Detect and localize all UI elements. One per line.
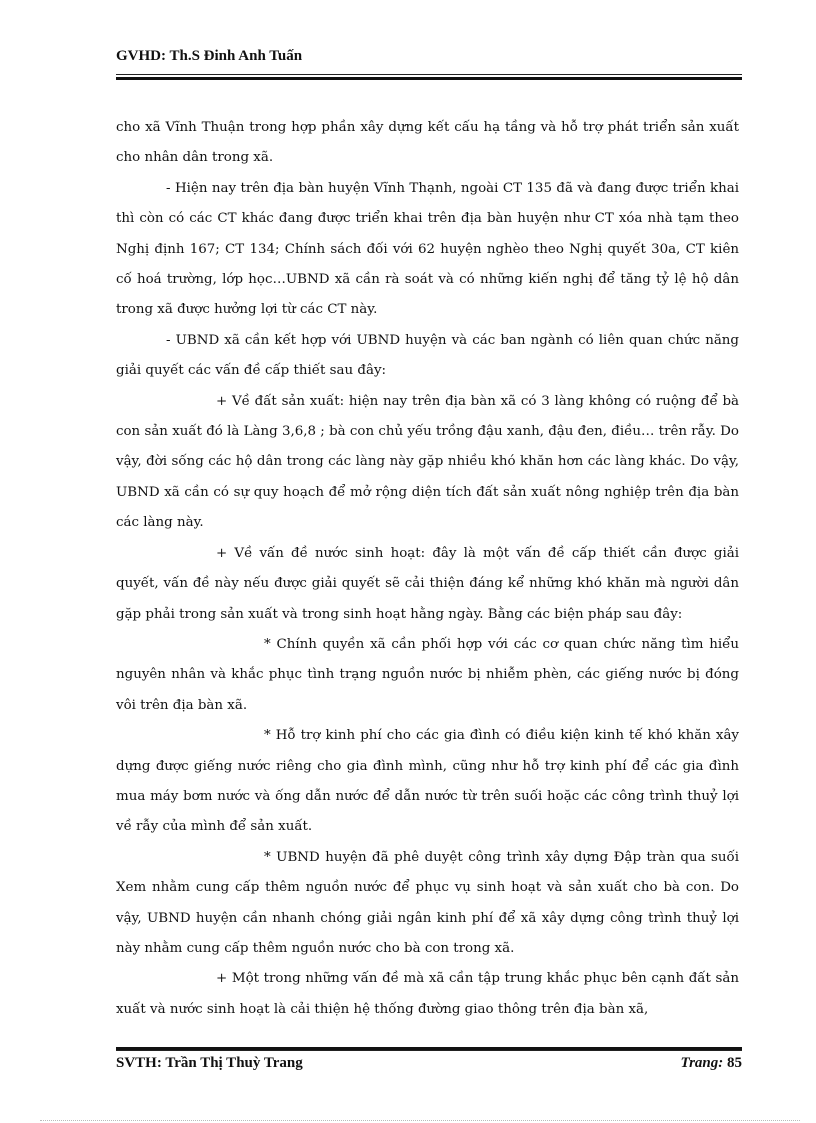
paragraph-transport: + Một trong những vấn đề mà xã cần tập trung khắc phục bên cạnh đất sản xuất và nước sinh hoạt là cải thiện hệ thống đường giao thông trên địa bàn xã, bbox=[116, 971, 739, 1017]
page-footer bbox=[116, 1055, 742, 1072]
paragraph-other-programs: - Hiện nay trên địa bàn huyện Vĩnh Thạnh, ngoài CT 135 đã và đang được triển khai thì còn có các CT khác đang được triển khai trên địa bàn huyện như CT xóa nhà tạm theo Nghị định 167; CT 134; Chính sách đối với 62 huyện nghèo theo Nghị quyết 30a, CT kiên cố hoá trường, lớp học…UBND xã cần rà soát và có những kiến nghị để tăng tỷ lệ hộ dân trong xã được hưởng lợi từ các CT này. bbox=[116, 180, 739, 318]
page-number: 85 bbox=[727, 1055, 742, 1071]
paragraph-water-measure-2: * Hỗ trợ kinh phí cho các gia đình có điều kiện kinh tế khó khăn xây dựng được giếng nước riêng cho gia đình mình, cũng như hỗ trợ kinh phí để các gia đình mua máy bơm nước và ống dẫn nước để dẫn nước từ trên suối hoặc các công trình thuỷ lợi về rẫy của mình để sản xuất. bbox=[116, 728, 739, 835]
paragraph-continuation: cho xã Vĩnh Thuận trong hợp phần xây dựng kết cấu hạ tầng và hỗ trợ phát triển sản xuất cho nhân dân trong xã. bbox=[116, 120, 739, 166]
paragraph-water-measure-1: * Chính quyền xã cần phối hợp với các cơ quan chức năng tìm hiểu nguyên nhân và khắc phục tình trạng nguồn nước bị nhiễm phèn, các giếng nước bị đóng vôi trên địa bàn xã. bbox=[116, 636, 739, 713]
page-header bbox=[116, 48, 742, 65]
paragraph-water-measure-3: * UBND huyện đã phê duyệt công trình xây dựng Đập tràn qua suối Xem nhằm cung cấp thêm nguồn nước để phục vụ sinh hoạt và sản xuất cho bà con. Do vậy, UBND huyện cần nhanh chóng giải ngân kinh phí để xã xây dựng công trình thuỷ lợi này nhằm cung cấp thêm nguồn nước cho bà con trong xã. bbox=[116, 849, 739, 956]
paragraph-coordination: - UBND xã cần kết hợp với UBND huyện và các ban ngành có liên quan chức năng giải quyết các vấn đề cấp thiết sau đây: bbox=[116, 332, 739, 379]
page-edge-divider bbox=[40, 1120, 800, 1121]
paragraph-production-land: + Về đất sản xuất: hiện nay trên địa bàn xã có 3 làng không có ruộng để bà con sản xuất đó là Làng 3,6,8 ; bà con chủ yếu trồng đậu xanh, đậu đen, điều… trên rẫy. Do vậy, đời sống các hộ dân trong các làng này gặp nhiều khó khăn hơn các làng khác. Do vậy, UBND xã cần có sự quy hoạch để mở rộng diện tích đất sản xuất nông nghiệp trên địa bàn các làng này. bbox=[116, 393, 739, 531]
paragraph-water-issue: + Về vấn đề nước sinh hoạt: đây là một vấn đề cấp thiết cần được giải quyết, vấn đề này nếu được giải quyết sẽ cải thiện đáng kể những khó khăn mà người dân gặp phải trong sản xuất và trong sinh hoạt hằng ngày. Bằng các biện pháp sau đây: bbox=[116, 545, 739, 622]
document-body bbox=[116, 113, 739, 1025]
instructor-name: GVHD: Th.S Đinh Anh Tuấn bbox=[116, 48, 303, 64]
header-rule bbox=[116, 74, 742, 80]
footer-rule bbox=[116, 1045, 742, 1051]
page-indicator bbox=[680, 1055, 742, 1072]
page-label: Trang: bbox=[680, 1055, 724, 1071]
student-name: SVTH: Trần Thị Thuỳ Trang bbox=[116, 1055, 303, 1071]
